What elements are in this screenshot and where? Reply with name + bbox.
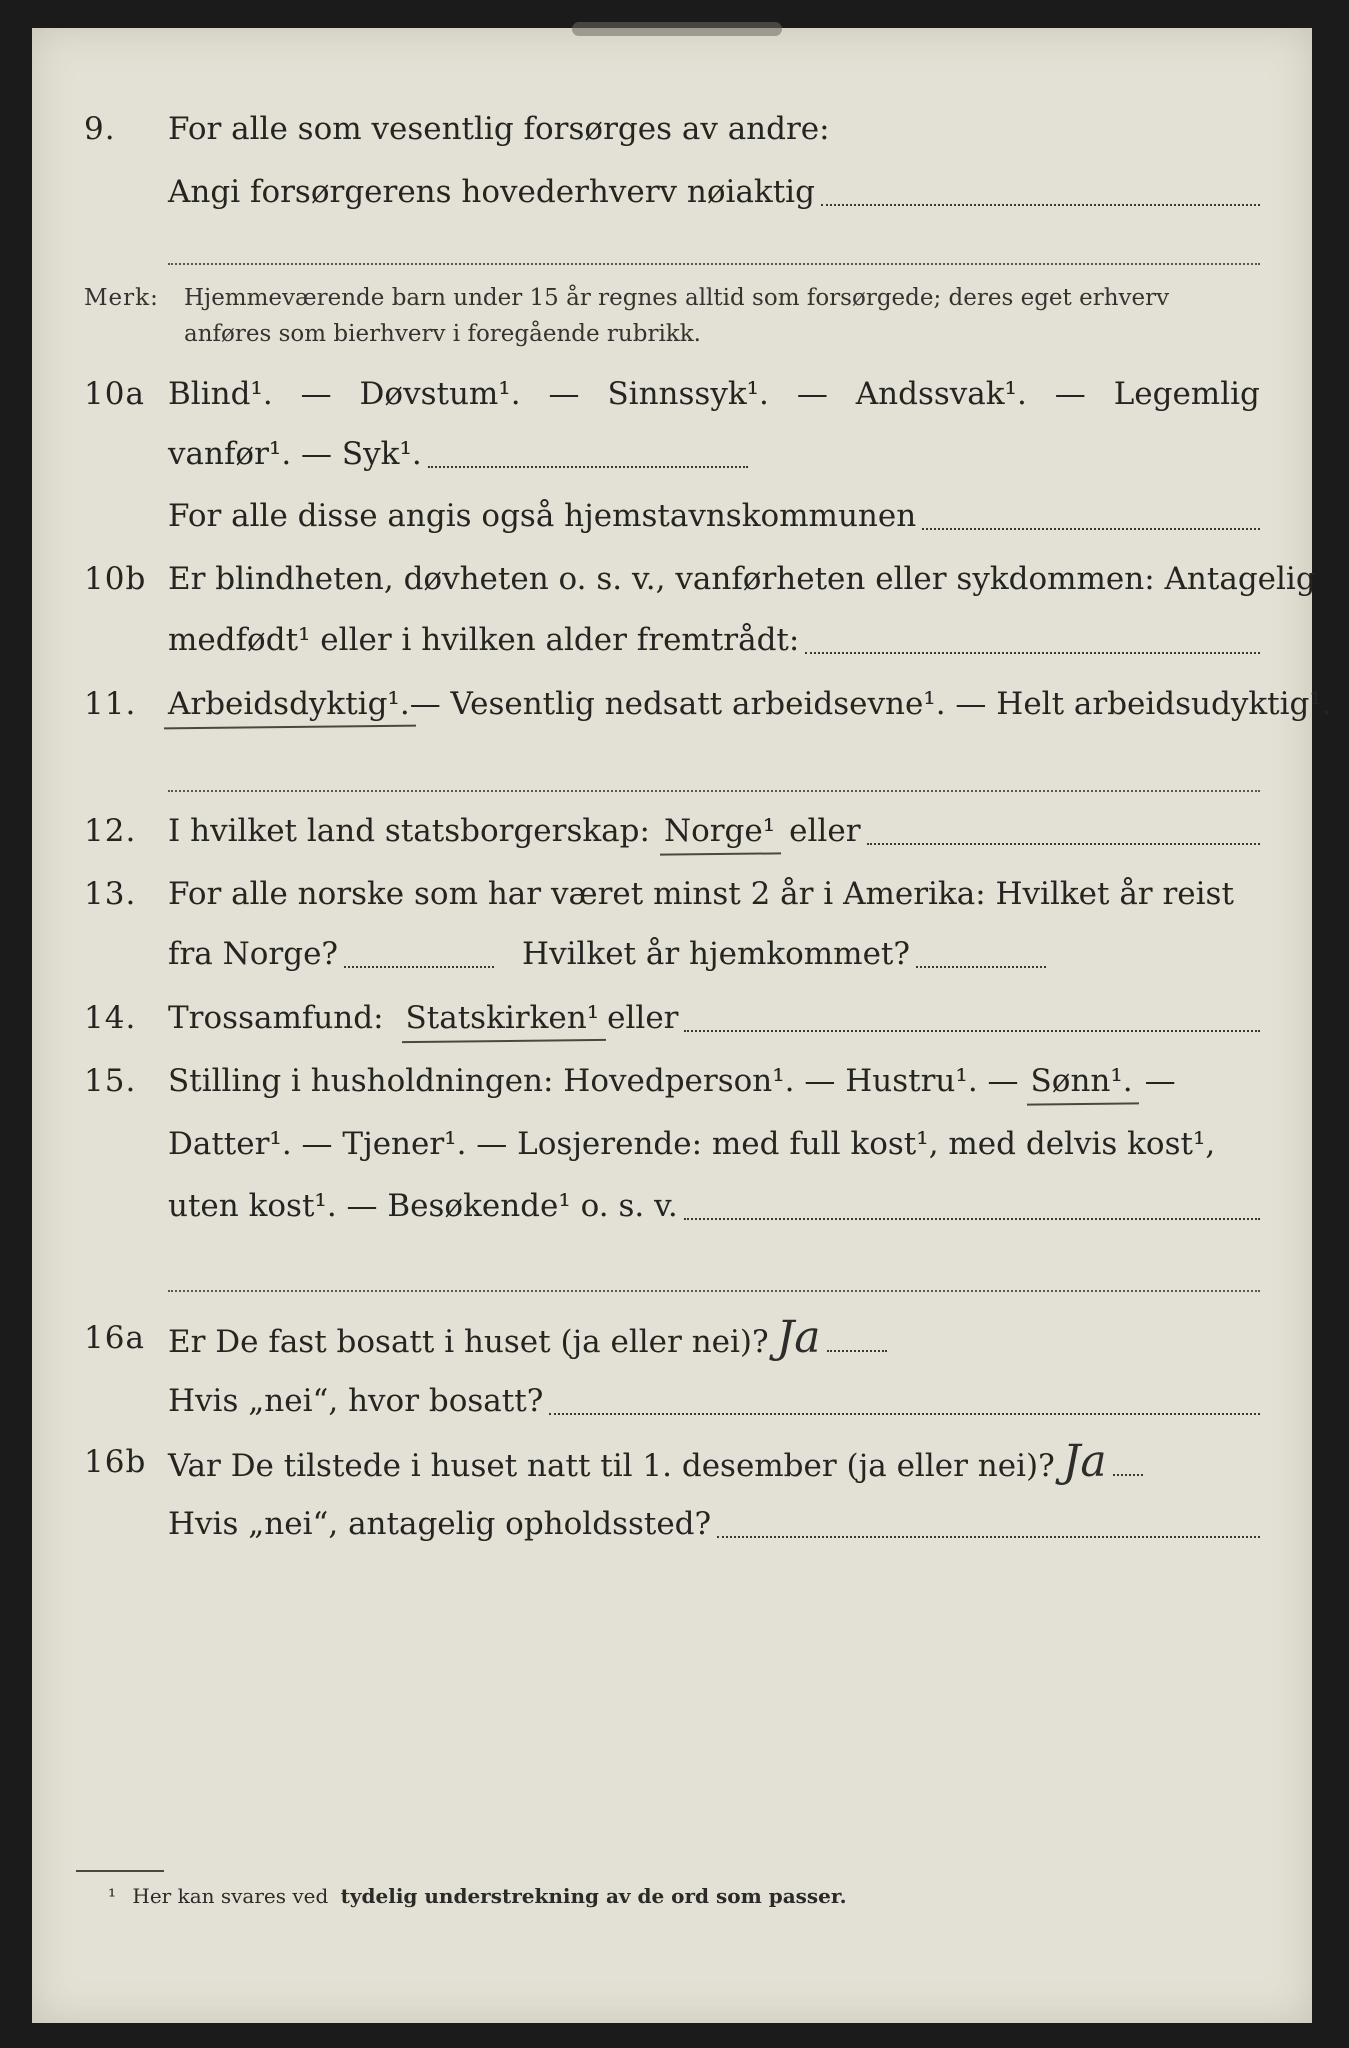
q9-row-2 <box>32 164 1312 220</box>
merk-text-2: anføres som bierhverv i foregående rubrikk. <box>184 321 701 347</box>
q11-row <box>32 676 1332 732</box>
q16a-number: 16a <box>84 1320 145 1356</box>
q10a-dash-4: — <box>1054 376 1086 412</box>
q10a-opt-andssvak: Andssvak¹. <box>855 376 1027 412</box>
q16b-text-1: Var De tilstede i huset natt til 1. desember (ja eller nei)? <box>168 1448 1055 1484</box>
merk-label: Merk: <box>84 285 159 311</box>
q13-text-1: For alle norske som har været minst 2 år i Amerika: Hvilket år reist <box>168 876 1234 912</box>
q9-row-1 <box>32 101 1312 157</box>
header-remnant <box>572 22 782 36</box>
q11-answer-line[interactable] <box>168 790 1260 792</box>
footnote-text-a: Her kan svares ved <box>132 1884 329 1908</box>
q9-number: 9. <box>84 111 116 147</box>
q9-answer-line[interactable] <box>821 204 1260 206</box>
q13-row-1 <box>32 866 1312 922</box>
q16a-text-2: Hvis „nei“, hvor bosatt? <box>168 1383 544 1419</box>
q10a-dash-3: — <box>796 376 828 412</box>
q14-eller: eller <box>607 1000 679 1036</box>
q10a-answer-line[interactable] <box>428 466 748 468</box>
q10a-number: 10a <box>84 376 145 412</box>
q9-text-2: Angi forsørgerens hovederhverv nøiaktig <box>168 174 815 210</box>
q10a-text-2: vanfør¹. — Syk¹. <box>168 436 422 472</box>
q10a-opt-blind: Blind¹. <box>168 376 273 412</box>
q9-answer-line-2[interactable] <box>168 263 1260 265</box>
q10b-row-2 <box>32 612 1312 668</box>
q15-answer-line[interactable] <box>684 1218 1260 1220</box>
census-form-page <box>32 28 1332 2023</box>
q10a-dash-1: — <box>300 376 332 412</box>
q10a-dash-2: — <box>548 376 580 412</box>
q15-opt-sonn-selected[interactable]: Sønn¹. <box>1031 1053 1133 1109</box>
q16b-row-2 <box>32 1496 1312 1552</box>
q15-dash: — <box>1144 1063 1176 1099</box>
q16a-bosatt-line[interactable] <box>549 1413 1260 1415</box>
q12-text: I hvilket land statsborgerskap: <box>168 813 650 849</box>
q12-row <box>32 803 1312 859</box>
q14-number: 14. <box>84 1000 137 1036</box>
q13-hjemkommet-label: Hvilket år hjemkommet? <box>522 936 911 972</box>
q12-answer-line[interactable] <box>867 843 1260 845</box>
q15-row-3 <box>32 1178 1312 1234</box>
q16a-row-1 <box>32 1310 1312 1366</box>
q16b-answer-line[interactable] <box>1113 1474 1143 1476</box>
q14-row <box>32 990 1312 1046</box>
q16b-row-1 <box>32 1434 1312 1490</box>
q12-opt-norge-selected[interactable]: Norge¹ <box>664 803 775 859</box>
q14-opt-statskirken-selected[interactable]: Statskirken¹ <box>406 990 600 1046</box>
q13-number: 13. <box>84 876 137 912</box>
merk-text-1: Hjemmeværende barn under 15 år regnes alltid som forsørgede; deres eget erhverv <box>184 285 1170 311</box>
q10a-text-3: For alle disse angis også hjemstavnskommunen <box>168 498 917 534</box>
q10b-text-2: medfødt¹ eller i hvilken alder fremtrådt: <box>168 622 800 658</box>
footnote-text-b: tydelig understrekning av de ord som passer. <box>340 1884 847 1908</box>
q15-text-3: uten kost¹. — Besøkende¹ o. s. v. <box>168 1188 678 1224</box>
q9-text-1: For alle som vesentlig forsørges av andre: <box>168 111 830 147</box>
q16a-row-2 <box>32 1373 1312 1429</box>
q10a-opt-legemlig: Legemlig <box>1113 376 1260 412</box>
footnote <box>108 1884 847 1908</box>
q10a-hjemstavn-line[interactable] <box>922 528 1260 530</box>
q10b-answer-line[interactable] <box>805 652 1260 654</box>
q10a-row-2 <box>32 426 1312 482</box>
q14-answer-line[interactable] <box>684 1030 1260 1032</box>
q13-row-2 <box>32 926 1312 982</box>
q10b-text-1: Er blindheten, døvheten o. s. v., vanførheten eller sykdommen: Antagelig <box>168 561 1316 597</box>
q13-reist-line[interactable] <box>344 966 494 968</box>
q10a-row-3 <box>32 488 1312 544</box>
q13-hjemkommet-line[interactable] <box>916 966 1046 968</box>
q13-reist-label: fra Norge? <box>168 936 339 972</box>
q14-text: Trossamfund: <box>168 1000 384 1036</box>
q16b-number: 16b <box>84 1444 147 1480</box>
q15-number: 15. <box>84 1063 137 1099</box>
footnote-rule <box>76 1870 164 1872</box>
q16b-text-2: Hvis „nei“, antagelig opholdssted? <box>168 1506 712 1542</box>
q10b-number: 10b <box>84 561 147 597</box>
q10a-opt-dovstum: Døvstum¹. <box>359 376 521 412</box>
q15-row-1 <box>32 1053 1312 1109</box>
q16a-text-1: Er De fast bosatt i huset (ja eller nei)? <box>168 1324 769 1360</box>
q12-number: 12. <box>84 813 137 849</box>
q15-answer-line-2[interactable] <box>168 1290 1260 1292</box>
q10b-row-1 <box>32 551 1316 607</box>
q15-text-2: Datter¹. — Tjener¹. — Losjerende: med full kost¹, med delvis kost¹, <box>168 1126 1216 1162</box>
q16b-handwritten-answer[interactable]: Ja <box>1062 1436 1107 1487</box>
q11-text-rest: — Vesentlig nedsatt arbeidsevne¹. — Helt arbeidsudyktig¹. <box>409 686 1332 722</box>
q11-opt-arbeidsdyktig-selected[interactable]: Arbeidsdyktig¹. <box>168 676 410 732</box>
q16a-answer-line[interactable] <box>827 1350 887 1352</box>
footnote-mark: ¹ <box>108 1884 117 1908</box>
q15-row-2 <box>32 1116 1312 1172</box>
q10a-opt-sinnssyk: Sinnssyk¹. <box>607 376 769 412</box>
q15-text-1: Stilling i husholdningen: Hovedperson¹. — Hustru¹. — <box>168 1063 1019 1099</box>
q12-eller: eller <box>789 813 861 849</box>
q16a-handwritten-answer[interactable]: Ja <box>776 1312 821 1363</box>
q16b-opholdssted-line[interactable] <box>717 1536 1260 1538</box>
q11-number: 11. <box>84 686 137 722</box>
q10a-row-1 <box>32 366 1312 422</box>
